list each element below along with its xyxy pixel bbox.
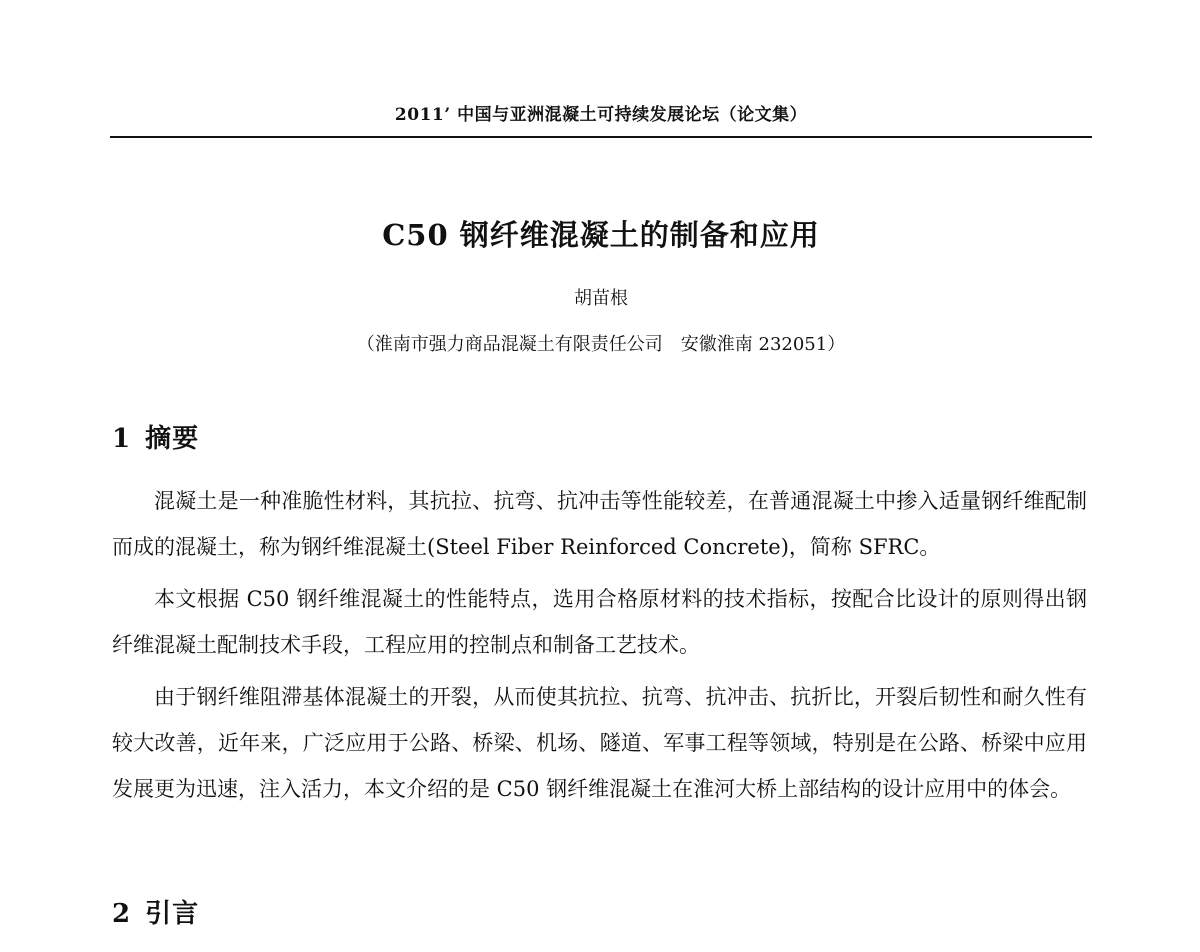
paper-title: C50 钢纤维混凝土的制备和应用 [382,218,820,252]
author-name: 胡苗根 [574,288,628,309]
abstract-paragraph-1: 混凝土是一种准脆性材料，其抗拉、抗弯、抗冲击等性能较差，在普通混凝土中掺入适量钢纤维配制而成的混凝土，称为钢纤维混凝土(Steel Fiber Reinforced Concrete)，简称 SFRC。 [112,489,1087,559]
abstract-paragraph-2: 本文根据 C50 钢纤维混凝土的性能特点，选用合格原材料的技术指标，按配合比设计的原则得出钢纤维混凝土配制技术手段，工程应用的控制点和制备工艺技术。 [112,587,1087,657]
section-heading-introduction [112,893,199,930]
section-heading-abstract [112,418,199,455]
header-rule [110,136,1092,138]
section-title: 摘要 [145,424,200,454]
section-number: 1 [112,424,132,454]
running-header: 2011’ 中国与亚洲混凝土可持续发展论坛（论文集） [394,105,808,125]
section-number: 2 [112,899,132,929]
section-title: 引言 [145,899,200,929]
author-affiliation: （淮南市强力商品混凝土有限责任公司 安徽淮南 232051） [356,334,846,355]
abstract-paragraph-3: 由于钢纤维阻滞基体混凝土的开裂，从而使其抗拉、抗弯、抗冲击、抗折比，开裂后韧性和耐久性有较大改善，近年来，广泛应用于公路、桥梁、机场、隧道、军事工程等领域，特别是在公路、桥梁中应用发展更为迅速，注入活力，本文介绍的是 C50 钢纤维混凝土在淮河大桥上部结构的设计应用中的体会。 [112,685,1087,801]
